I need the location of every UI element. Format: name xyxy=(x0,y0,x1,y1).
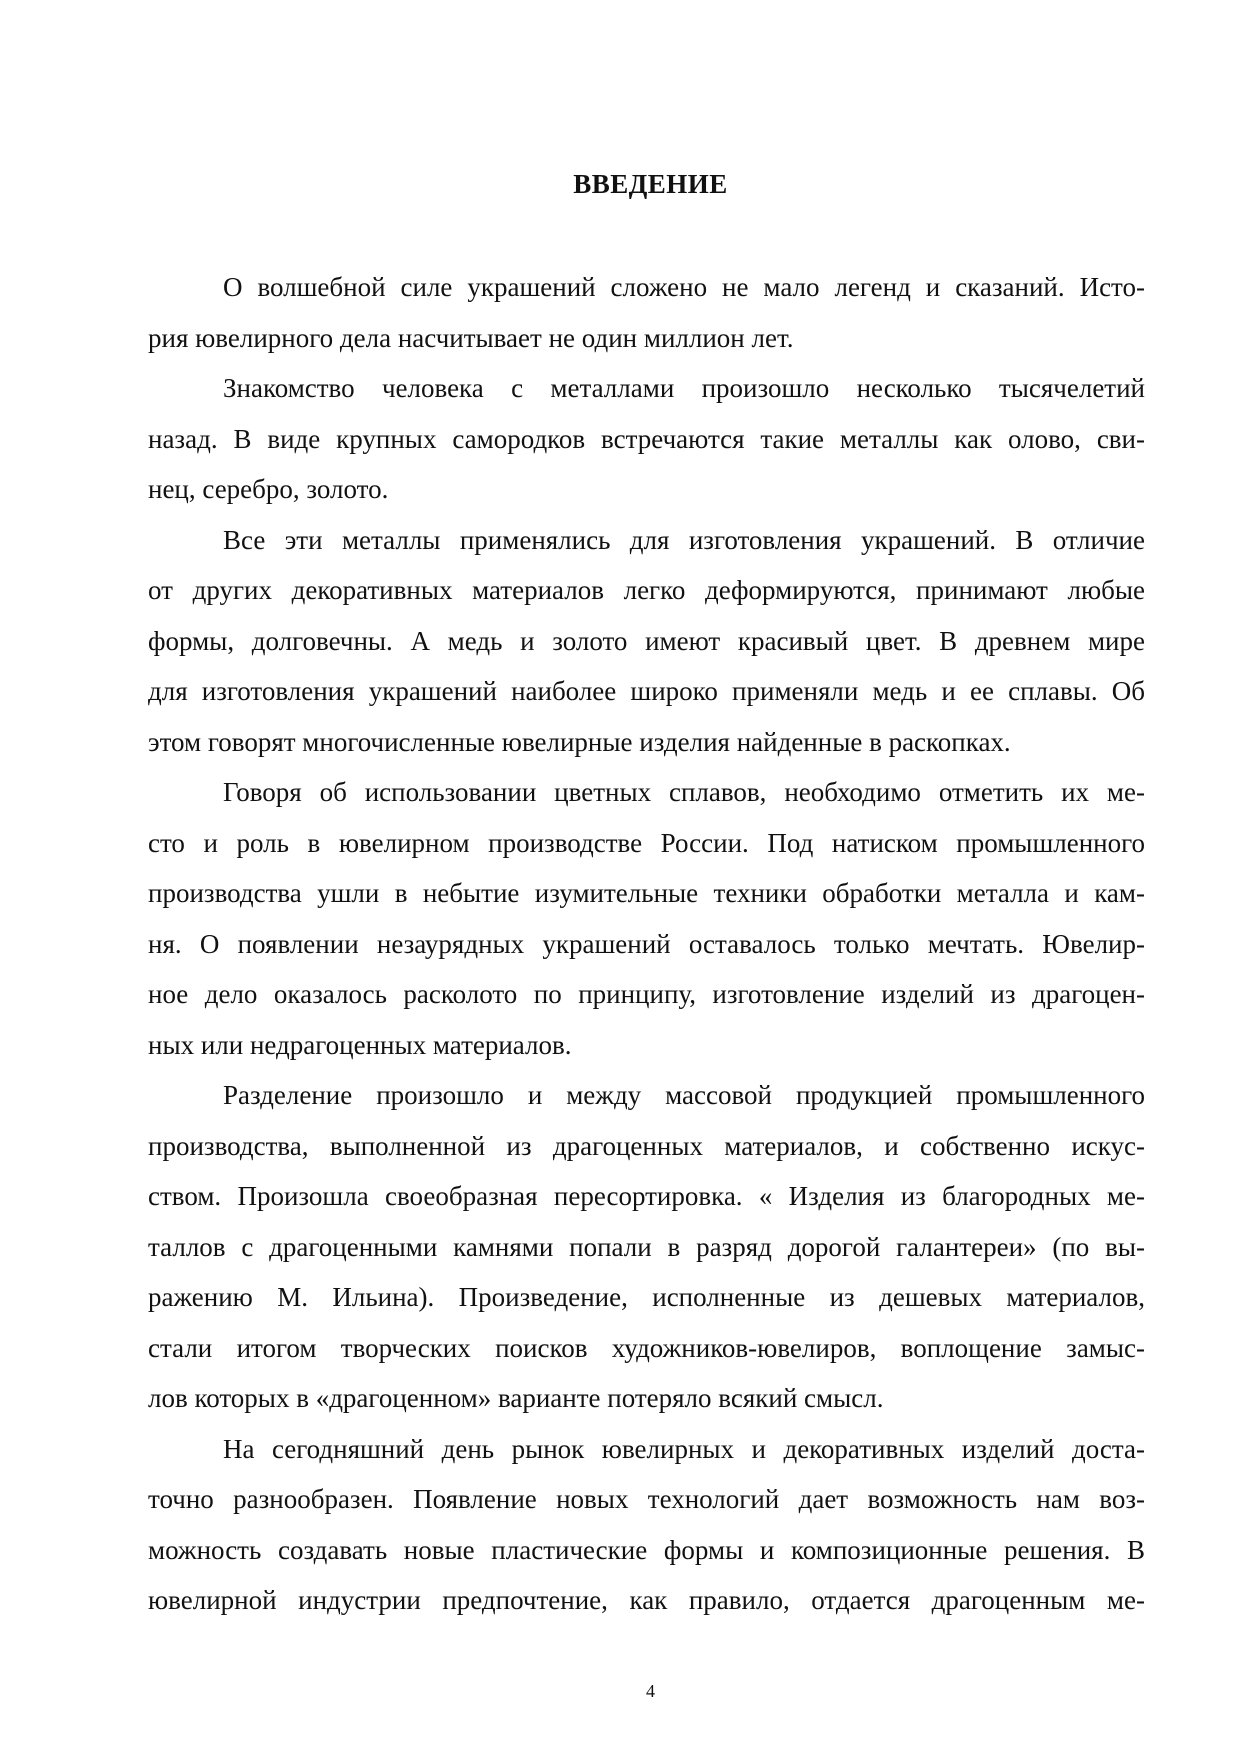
paragraph xyxy=(148,515,1145,768)
text-line: точно разнообразен. Появление новых технологий дает возможность нам воз- xyxy=(148,1484,1145,1514)
text-line: стали итогом творческих поисков художников-ювелиров, воплощение замыс- xyxy=(148,1332,1145,1363)
paragraph xyxy=(148,767,1145,1070)
text-line: рия ювелирного дела насчитывает не один миллион лет. xyxy=(148,322,794,353)
page-number: 4 xyxy=(646,1681,655,1701)
text-line: Все эти металлы применялись для изготовления украшений. В отличие xyxy=(223,524,1145,555)
text-line: Говоря об использовании цветных сплавов, необходимо отметить их ме- xyxy=(223,777,1145,807)
text-line: этом говорят многочисленные ювелирные изделия найденные в раскопках. xyxy=(148,726,1011,757)
text-line: сто и роль в ювелирном производстве России. Под натиском промышленного xyxy=(148,827,1145,858)
text-line: ражению М. Ильина). Произведение, исполненные из дешевых материалов, xyxy=(148,1282,1145,1312)
text-line: ное дело оказалось расколото по принципу, изготовление изделий из драгоцен- xyxy=(148,979,1145,1009)
text-line: от других декоративных материалов легко деформируются, принимают любые xyxy=(148,575,1145,605)
text-line: для изготовления украшений наиболее широко применяли медь и ее сплавы. Об xyxy=(148,676,1145,706)
paragraph xyxy=(148,262,1145,363)
text-line: О волшебной силе украшений сложено не мало легенд и сказаний. Исто- xyxy=(223,272,1145,302)
text-line: нец, серебро, золото. xyxy=(148,474,389,504)
body-text xyxy=(148,262,1145,1626)
text-line: ювелирной индустрии предпочтение, как правило, отдается драгоценным ме- xyxy=(148,1585,1145,1615)
text-line: производства, выполненной из драгоценных материалов, и собственно искус- xyxy=(148,1130,1145,1161)
page-title: ВВЕДЕНИЕ xyxy=(573,169,728,199)
paragraph xyxy=(148,1424,1145,1626)
text-line: таллов с драгоценными камнями попали в разряд дорогой галантереи» (по вы- xyxy=(148,1231,1145,1262)
text-line: можность создавать новые пластические формы и композиционные решения. В xyxy=(148,1534,1145,1565)
text-line: ных или недрагоценных материалов. xyxy=(148,1029,572,1060)
text-line: формы, долговечны. А медь и золото имеют красивый цвет. В древнем мире xyxy=(148,625,1145,656)
text-line: На сегодняшний день рынок ювелирных и декоративных изделий доста- xyxy=(223,1433,1145,1464)
text-line: Знакомство человека с металлами произошло несколько тысячелетий xyxy=(223,373,1145,403)
text-line: ня. О появлении незаурядных украшений оставалось только мечтать. Ювелир- xyxy=(148,928,1145,959)
text-line: ством. Произошла своеобразная пересортировка. « Изделия из благородных ме- xyxy=(148,1181,1145,1211)
paragraph xyxy=(148,363,1145,515)
text-line: производства ушли в небытие изумительные техники обработки металла и кам- xyxy=(148,878,1145,908)
paragraph xyxy=(148,1070,1145,1424)
text-line: лов которых в «драгоценном» варианте потеряло всякий смысл. xyxy=(148,1383,884,1413)
text-line: Разделение произошло и между массовой продукцией промышленного xyxy=(223,1080,1145,1110)
text-line: назад. В виде крупных самородков встречаются такие металлы как олово, сви- xyxy=(148,423,1145,454)
